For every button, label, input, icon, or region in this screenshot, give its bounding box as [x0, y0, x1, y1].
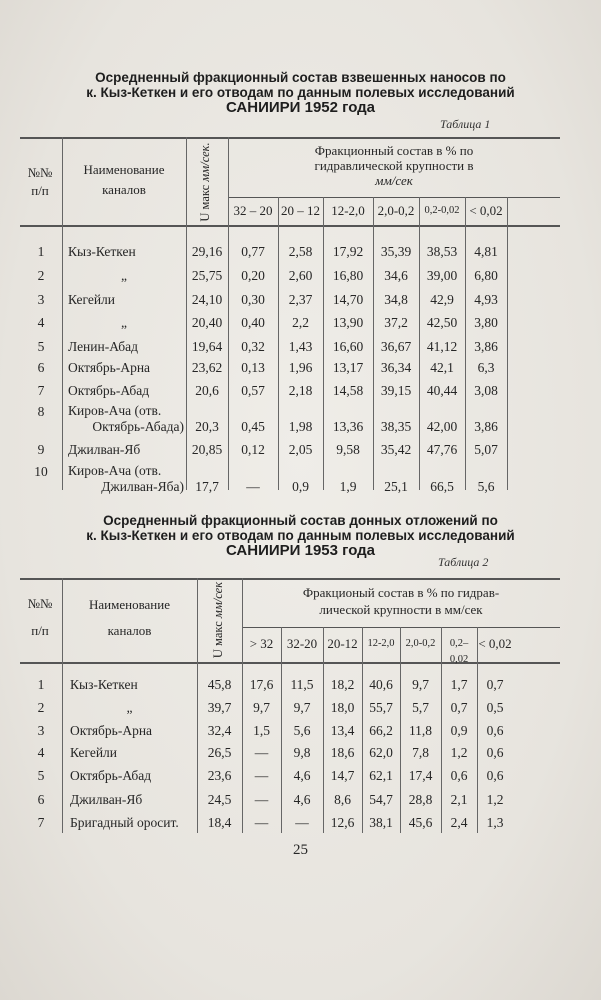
table1-subheader: < 0,02: [469, 203, 503, 218]
table2-row-value: 8,6: [334, 792, 351, 807]
table2-subheader: 0,2–0,02: [449, 638, 469, 665]
table1-row-value: 2,58: [288, 244, 313, 259]
table2-row-value: 0,7: [450, 700, 468, 715]
table2-row-value: 2,1: [450, 792, 468, 807]
table2-row-umax: 26,5: [207, 745, 232, 760]
table1-row-number: 3: [37, 292, 45, 307]
table2-title-line3: САНИИРИ 1953 года: [225, 542, 376, 559]
table1-row-value: 13,17: [332, 360, 364, 375]
table1-row-value: 39,00: [426, 268, 458, 283]
table1-row-number: 5: [37, 339, 45, 354]
table1-row-value: 13,90: [332, 315, 364, 330]
table2-row-number: 2: [37, 700, 45, 715]
table1-row-value: 42,9: [430, 292, 454, 307]
table1-group-header-line3: мм/сек: [375, 173, 413, 188]
table1-subheader: 12-2,0: [331, 203, 365, 218]
table1-row-value: 5,6: [477, 479, 495, 494]
table2-row-value: —: [254, 768, 269, 783]
table1-label: Таблица 1: [440, 117, 491, 131]
table2-row-value: 2,4: [450, 815, 468, 830]
table2-row-value: 4,6: [293, 792, 311, 807]
table1-row-umax: 24,10: [191, 292, 223, 307]
table1-row-value: 3,08: [474, 383, 498, 398]
table2-row-value: 17,6: [249, 677, 274, 692]
table2-header-rule: [20, 662, 560, 664]
table2-row-name: Октябрь-Арна: [70, 723, 153, 738]
table2-row-value: 11,8: [408, 723, 433, 738]
table1-row-name: Кыз-Кеткен: [68, 244, 136, 259]
table1-row-value: 37,2: [384, 315, 408, 330]
table1-row-value: 2,60: [288, 268, 313, 283]
table1-row-value: 39,15: [380, 383, 412, 398]
table1-title-line2: к. Кыз-Кеткен и его отводам по данным полевых исследований: [86, 85, 515, 100]
table1-group-header-line1: Фракционный состав в % по: [314, 143, 474, 158]
table2-row-value: —: [254, 815, 269, 830]
table2-subheader: > 32: [249, 636, 274, 651]
table1-row-number: 9: [37, 442, 45, 457]
table2-row-umax: 23,6: [207, 768, 232, 783]
table1-title-line3: САНИИРИ 1952 года: [225, 99, 376, 116]
table2-row-umax: 45,8: [207, 677, 232, 692]
table2-row-value: 1,5: [253, 723, 270, 738]
table2-row-value: 18,2: [330, 677, 355, 692]
table2-row-value: 0,6: [486, 723, 504, 738]
table2-row-value: 5,6: [293, 723, 311, 738]
table1-row-value: 0,32: [241, 339, 265, 354]
table2-row-value: 1,3: [486, 815, 504, 830]
table1-row-value: 0,45: [241, 419, 265, 434]
table2-row-value: 55,7: [369, 700, 393, 715]
table2-row-value: 11,5: [290, 677, 314, 692]
table1-group-header-line2: гидравлической крупности в: [314, 158, 474, 173]
table2-row-number: 7: [37, 815, 45, 830]
table2-row-value: 14,7: [330, 768, 355, 783]
table1-row-name: Октябрь-Абада): [92, 419, 184, 434]
table1-row-name: „: [121, 268, 127, 283]
table1-row-value: 1,43: [288, 339, 313, 354]
table1-row-value: 42,1: [430, 360, 454, 375]
table2-subheader: 20-12: [327, 636, 358, 651]
table2-name-header-top: Наименование: [89, 597, 170, 612]
table2-row-value: 62,1: [369, 768, 393, 783]
table2-group-header-line2: лической крупности в мм/сек: [319, 602, 483, 617]
table1-row-value: 40,44: [426, 383, 458, 398]
table1-row-number: 8: [37, 404, 45, 419]
table2-group-rule: [242, 627, 560, 628]
table2-row-name: Кыз-Кеткен: [70, 677, 138, 692]
table1-row-name: Киров-Ача (отв.: [68, 463, 162, 478]
table2-row-number: 6: [37, 792, 45, 807]
table2-row-value: 0,5: [486, 700, 504, 715]
table2-row-value: 0,9: [450, 723, 468, 738]
table2-subheader: 32-20: [286, 636, 318, 651]
table1-row-name: Октябрь-Абад: [68, 383, 150, 398]
table2-row-value: 28,8: [408, 792, 433, 807]
table1-row-value: 0,20: [241, 268, 265, 283]
table2-title-line1: Осредненный фракционный состав донных отложений по: [103, 513, 498, 528]
table2-row-value: 1,2: [486, 792, 504, 807]
table1-row-value: 17,92: [332, 244, 364, 259]
table1-subheader: 32 – 20: [233, 203, 273, 218]
table1-row-name: Ленин-Абад: [68, 339, 139, 354]
table1-row-value: 0,77: [241, 244, 265, 259]
table1-row-value: 36,34: [380, 360, 412, 375]
table1-row-value: 38,35: [380, 419, 412, 434]
table1-row-value: 0,9: [292, 479, 309, 494]
table2-row-value: 62,0: [369, 745, 393, 760]
table1-row-umax: 20,3: [195, 419, 219, 434]
table1-row-value: 1,96: [288, 360, 313, 375]
table1-row-value: 0,30: [241, 292, 265, 307]
table1-row-value: 4,81: [474, 244, 498, 259]
table1-row-value: 41,12: [426, 339, 458, 354]
table2-row-value: 9,7: [253, 700, 270, 715]
table2-row-name: Джилван-Яб: [70, 792, 143, 807]
table1-row-value: 35,39: [380, 244, 412, 259]
table2-row-value: 5,7: [412, 700, 429, 715]
table1-row-number: 1: [37, 244, 45, 259]
table2-row-value: 17,4: [408, 768, 433, 783]
table1-umax-unit: мм/сек.: [198, 142, 212, 182]
table1-subheader: 20 – 12: [281, 203, 320, 218]
table2-row-number: 5: [37, 768, 45, 783]
table1-row-value: 38,53: [426, 244, 458, 259]
table1-row-value: —: [246, 479, 260, 494]
table1-row-value: 42,50: [426, 315, 458, 330]
table2-row-value: 0,6: [450, 768, 468, 783]
table1-row-value: 3,86: [474, 419, 498, 434]
table2-umax-label: U макс: [211, 618, 225, 659]
table2-row-value: 0,6: [486, 768, 504, 783]
table2-row-value: 9,7: [293, 700, 311, 715]
table2-row-value: 18,6: [330, 745, 355, 760]
table1-umax-label: U макс: [198, 181, 212, 222]
table1-row-umax: 20,6: [195, 383, 219, 398]
table2-top-rule: [20, 578, 560, 580]
table2-row-value: 45,6: [408, 815, 433, 830]
table1-row-name: Киров-Ача (отв.: [68, 403, 162, 418]
table2-row-umax: 32,4: [207, 723, 232, 738]
table1-row-value: 4,93: [474, 292, 498, 307]
table1-num-header-bottom: п/п: [31, 183, 49, 198]
table2-row-number: 4: [37, 745, 45, 760]
table2-subheader: < 0,02: [478, 636, 512, 651]
page-number: 25: [293, 842, 308, 858]
table2-row-value: 54,7: [369, 792, 393, 807]
table1-name-header-bottom: каналов: [102, 182, 146, 197]
table2-row-name: „: [126, 700, 133, 715]
table1-row-umax: 20,85: [191, 442, 223, 457]
table2-subheader: 12-2,0: [367, 638, 395, 649]
table2-row-number: 3: [37, 723, 45, 738]
table1-row-value: 2,37: [288, 292, 313, 307]
table2-row-value: 13,4: [330, 723, 355, 738]
table1-row-number: 7: [37, 383, 45, 398]
table2-row-value: 18,0: [330, 700, 355, 715]
table2-num-header-bottom: п/п: [31, 623, 49, 638]
table1-row-name: Кегейли: [68, 292, 116, 307]
table1-row-value: 35,42: [380, 442, 412, 457]
table1-row-name: Октябрь-Арна: [68, 360, 151, 375]
table2-subheader: 2,0-0,2: [405, 638, 436, 649]
table2-row-name: Октябрь-Абад: [70, 768, 152, 783]
table2-row-value: 7,8: [412, 745, 429, 760]
table2-title-line2: к. Кыз-Кеткен и его отводам по данным полевых исследований: [86, 528, 515, 543]
table2-row-value: —: [254, 745, 269, 760]
table1-row-value: 6,3: [477, 360, 495, 375]
table1-subheader: 2,0-0,2: [377, 203, 415, 218]
table1-row-value: 13,36: [332, 419, 364, 434]
table2-num-header-top: №№: [27, 596, 53, 611]
table1-row-value: 2,2: [292, 315, 309, 330]
table1-row-name: Джилван-Яб: [68, 442, 141, 457]
table1-row-value: 16,60: [332, 339, 364, 354]
table1-row-umax: 20,40: [191, 315, 223, 330]
table1-row-value: 9,58: [336, 442, 360, 457]
table2-row-value: 9,7: [412, 677, 429, 692]
table2-row-number: 1: [37, 677, 45, 692]
table2-umax-header: [211, 570, 229, 670]
table1-row-value: 36,67: [380, 339, 412, 354]
table1-row-value: 1,9: [339, 479, 357, 494]
table1-row-name: Джилван-Яба): [101, 479, 184, 494]
table2-row-value: 38,1: [369, 815, 393, 830]
table1-row-value: 47,76: [426, 442, 458, 457]
table2-row-umax: 18,4: [207, 815, 232, 830]
table2-row-value: 12,6: [330, 815, 355, 830]
table1-name-header-top: Наименование: [83, 162, 165, 177]
table1-row-value: 3,80: [474, 315, 498, 330]
table1-num-header-top: №№: [27, 165, 53, 180]
table1-row-value: 0,12: [241, 442, 265, 457]
table1-row-value: 34,8: [384, 292, 408, 307]
table2-row-umax: 24,5: [207, 792, 232, 807]
table2-row-value: 40,6: [369, 677, 393, 692]
table2-row-name: Кегейли: [70, 745, 118, 760]
table2-row-value: 66,2: [369, 723, 393, 738]
table1-row-umax: 19,64: [191, 339, 223, 354]
table2-row-value: 0,7: [486, 677, 504, 692]
table1-row-umax: 23,62: [191, 360, 223, 375]
table1-row-value: 34,6: [384, 268, 408, 283]
table1-row-value: 2,05: [288, 442, 313, 457]
table1-row-value: 14,58: [332, 383, 364, 398]
table1-row-value: 0,40: [241, 315, 265, 330]
table2-row-name: Бригадный ороcит.: [70, 815, 179, 830]
table1-row-value: 16,80: [332, 268, 364, 283]
table2-row-value: 9,8: [293, 745, 311, 760]
table1-subheader: 0,2-0,02: [424, 205, 460, 216]
table1-row-value: 6,80: [474, 268, 498, 283]
table1-row-value: 14,70: [332, 292, 364, 307]
table1-row-value: 5,07: [474, 442, 498, 457]
table1-row-value: 0,57: [241, 383, 265, 398]
table1-row-value: 25,1: [384, 479, 408, 494]
table2-row-value: —: [295, 815, 309, 830]
table2-row-value: 1,7: [450, 677, 468, 692]
table1-row-umax: 29,16: [191, 244, 223, 259]
table1-row-value: 1,98: [288, 419, 313, 434]
table2-group-header-line1: Фракционый состав в % по гидрав-: [302, 585, 500, 600]
table1-row-value: 2,18: [288, 383, 313, 398]
table2-label: Таблица 2: [438, 555, 489, 569]
table2-row-value: 1,2: [450, 745, 468, 760]
table1-row-umax: 17,7: [195, 479, 219, 494]
table2-name-header-bottom: каналов: [107, 623, 152, 638]
table2-umax-unit: мм/сек: [211, 581, 225, 619]
table1-row-value: 3,86: [474, 339, 498, 354]
table1-row-value: 0,13: [241, 360, 265, 375]
table1-row-number: 2: [37, 268, 45, 283]
table1-title-line1: Осредненный фракционный состав взвешенных наносов по: [95, 70, 506, 85]
table1-row-value: 42,00: [426, 419, 458, 434]
table1-row-number: 4: [37, 315, 45, 330]
table1-row-umax: 25,75: [191, 268, 223, 283]
table1-row-name: „: [121, 315, 127, 330]
table1-row-number: 10: [34, 464, 48, 479]
table1-row-value: 66,5: [430, 479, 454, 494]
table2-row-value: 4,6: [293, 768, 311, 783]
table1-row-number: 6: [37, 360, 45, 375]
table2-row-value: —: [254, 792, 269, 807]
table2-row-umax: 39,7: [207, 700, 232, 715]
table2-row-value: 0,6: [486, 745, 504, 760]
